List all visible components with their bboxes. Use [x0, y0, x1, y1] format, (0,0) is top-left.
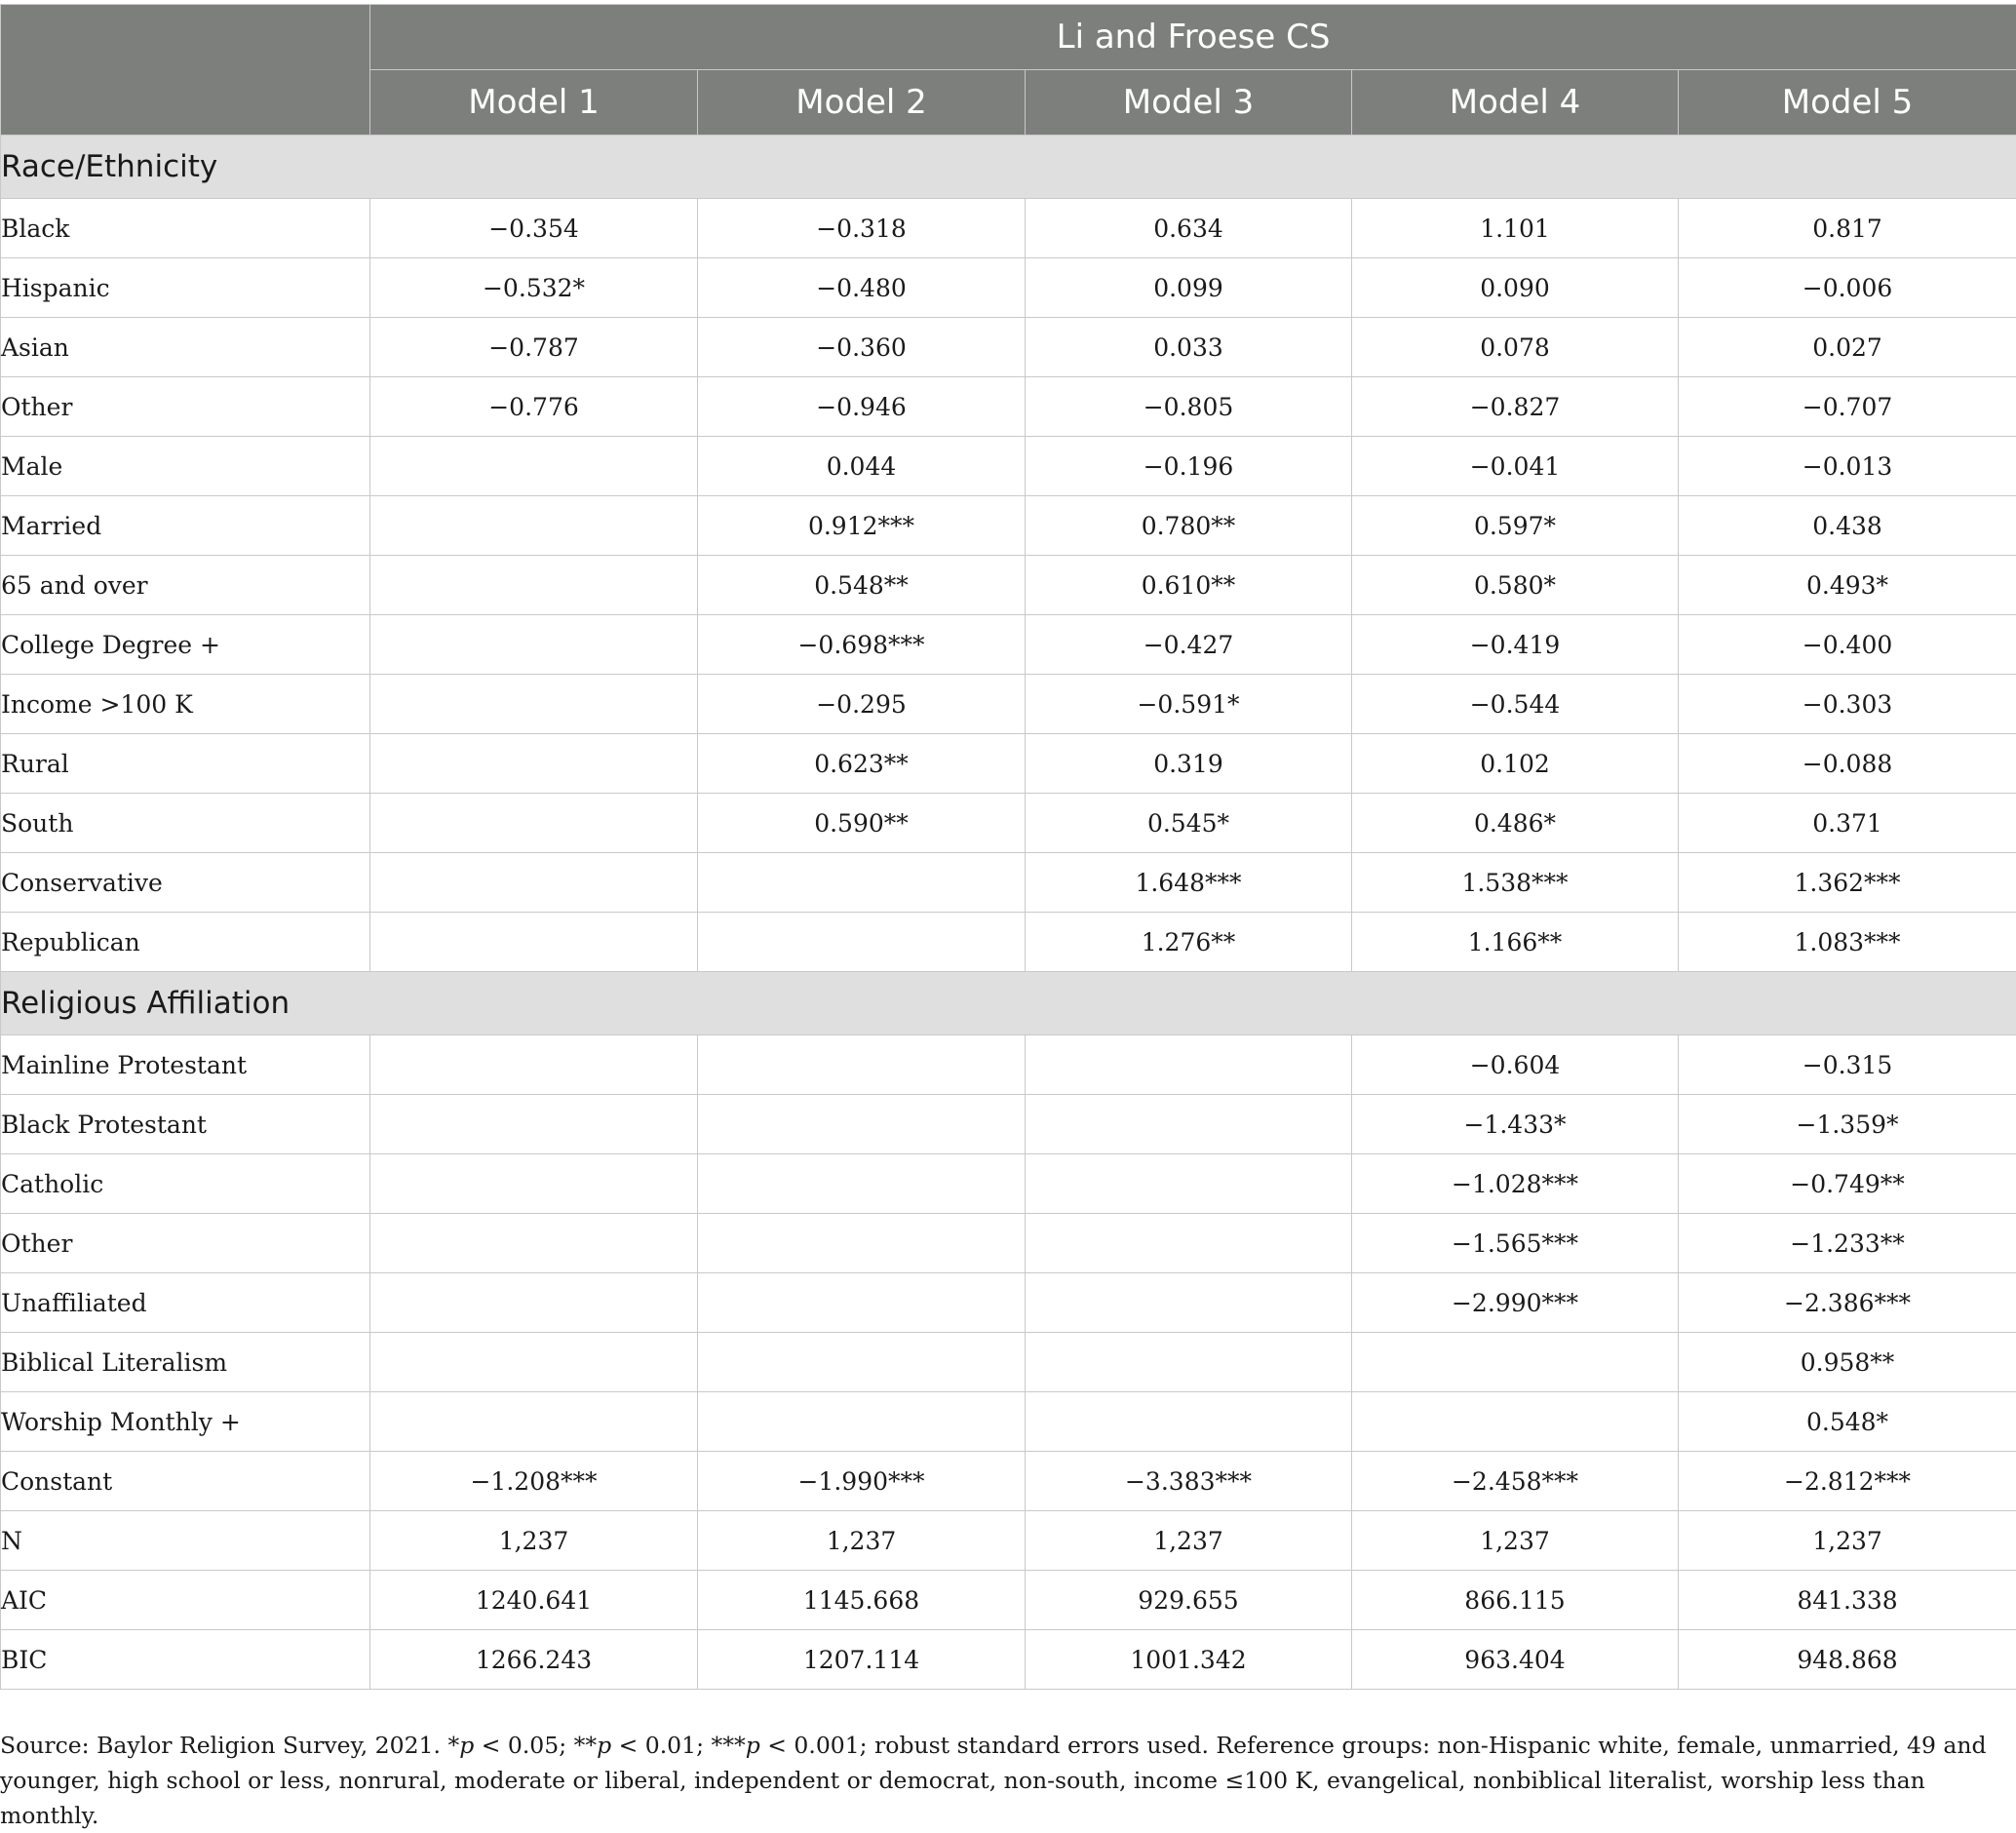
- group-title: Li and Froese CS: [370, 5, 2016, 70]
- model-4-value: −1.565***: [1352, 1214, 1679, 1273]
- model-4-value: 0.090: [1352, 258, 1679, 318]
- model-1-value: [370, 1333, 698, 1392]
- model-2-value: −0.295: [698, 675, 1026, 734]
- model-2-value: [698, 1392, 1026, 1452]
- model-4-value: −1.028***: [1352, 1154, 1679, 1214]
- model-1-value: [370, 734, 698, 794]
- model-2-value: 1145.668: [698, 1571, 1026, 1630]
- model-1-value: [370, 615, 698, 675]
- model-4-value: −2.990***: [1352, 1273, 1679, 1333]
- model-4-value: 1.538***: [1352, 853, 1679, 913]
- model-3-value: 0.780**: [1026, 496, 1352, 556]
- footnote-sym-3: ***: [711, 1732, 745, 1759]
- model-1-value: [370, 794, 698, 853]
- model-5-value: 841.338: [1679, 1571, 2016, 1630]
- row-label: 65 and over: [1, 556, 370, 615]
- model-1-value: [370, 1154, 698, 1214]
- table-footnote: [0, 1728, 2008, 1833]
- table-row: [1, 1571, 2016, 1630]
- model-4-value: −0.041: [1352, 437, 1679, 496]
- model-1-header: Model 1: [370, 70, 698, 136]
- table-row: [1, 318, 2016, 377]
- model-1-value: 1240.641: [370, 1571, 698, 1630]
- model-4-value: 1.101: [1352, 199, 1679, 258]
- regression-table: [0, 4, 2016, 1690]
- table-row: [1, 377, 2016, 437]
- table-row: [1, 1392, 2016, 1452]
- model-1-value: [370, 1273, 698, 1333]
- model-3-value: 1,237: [1026, 1511, 1352, 1571]
- model-1-value: 1266.243: [370, 1630, 698, 1690]
- model-2-value: 0.912***: [698, 496, 1026, 556]
- model-4-value: −0.827: [1352, 377, 1679, 437]
- model-3-value: −0.805: [1026, 377, 1352, 437]
- model-1-value: [370, 675, 698, 734]
- model-5-value: −2.386***: [1679, 1273, 2016, 1333]
- model-5-value: −0.315: [1679, 1035, 2016, 1095]
- model-4-value: −0.544: [1352, 675, 1679, 734]
- footnote-p-1: p: [459, 1732, 474, 1759]
- model-3-value: [1026, 1273, 1352, 1333]
- table-row: [1, 496, 2016, 556]
- model-5-value: 0.817: [1679, 199, 2016, 258]
- row-label: Hispanic: [1, 258, 370, 318]
- model-2-value: 1207.114: [698, 1630, 1026, 1690]
- model-2-value: [698, 853, 1026, 913]
- model-4-value: 0.597*: [1352, 496, 1679, 556]
- table-row: [1, 1035, 2016, 1095]
- model-5-value: 0.371: [1679, 794, 2016, 853]
- row-label: Asian: [1, 318, 370, 377]
- model-1-value: 1,237: [370, 1511, 698, 1571]
- footnote-text-2: < 0.01;: [611, 1732, 711, 1759]
- row-label: College Degree +: [1, 615, 370, 675]
- model-5-value: −0.707: [1679, 377, 2016, 437]
- model-3-value: [1026, 1035, 1352, 1095]
- row-label: Catholic: [1, 1154, 370, 1214]
- section-title: Religious Affiliation: [1, 972, 2016, 1035]
- table-body: [1, 136, 2016, 1690]
- table-row: [1, 1630, 2016, 1690]
- model-5-value: 1.083***: [1679, 913, 2016, 972]
- row-label: Rural: [1, 734, 370, 794]
- model-2-value: 0.623**: [698, 734, 1026, 794]
- row-label: AIC: [1, 1571, 370, 1630]
- model-3-value: 929.655: [1026, 1571, 1352, 1630]
- model-5-value: −2.812***: [1679, 1452, 2016, 1511]
- footnote-text-3: < 0.001; robust standard errors used. Reference groups: non-Hispanic white, female, unmarried, 49 and younger, high school or less, nonrural, moderate or liberal, independent or democrat, non-south, income ≤100 K, evangelical, nonbiblical literalist, worship less than monthly.: [0, 1732, 1987, 1829]
- row-label: Male: [1, 437, 370, 496]
- model-4-value: −1.433*: [1352, 1095, 1679, 1154]
- model-5-value: −0.400: [1679, 615, 2016, 675]
- model-1-value: −1.208***: [370, 1452, 698, 1511]
- header-group-row: [1, 5, 2016, 70]
- row-label: Republican: [1, 913, 370, 972]
- model-3-value: 0.634: [1026, 199, 1352, 258]
- model-2-value: [698, 913, 1026, 972]
- model-4-value: −0.604: [1352, 1035, 1679, 1095]
- model-4-value: 0.078: [1352, 318, 1679, 377]
- model-3-value: 0.033: [1026, 318, 1352, 377]
- table-row: [1, 615, 2016, 675]
- table-row: [1, 437, 2016, 496]
- model-5-value: −0.303: [1679, 675, 2016, 734]
- model-3-value: [1026, 1095, 1352, 1154]
- table-row: [1, 853, 2016, 913]
- table-row: [1, 556, 2016, 615]
- model-2-value: −0.360: [698, 318, 1026, 377]
- model-1-value: [370, 1035, 698, 1095]
- row-label: Married: [1, 496, 370, 556]
- table-row: [1, 1095, 2016, 1154]
- model-1-value: [370, 1095, 698, 1154]
- row-label: Mainline Protestant: [1, 1035, 370, 1095]
- section-row: [1, 972, 2016, 1035]
- table-row: [1, 258, 2016, 318]
- footnote-sym-1: *: [447, 1732, 459, 1759]
- table-row: [1, 1273, 2016, 1333]
- row-label: N: [1, 1511, 370, 1571]
- model-3-value: −3.383***: [1026, 1452, 1352, 1511]
- model-2-value: −1.990***: [698, 1452, 1026, 1511]
- model-1-value: [370, 1392, 698, 1452]
- model-4-value: 963.404: [1352, 1630, 1679, 1690]
- model-2-value: −0.318: [698, 199, 1026, 258]
- model-2-value: [698, 1214, 1026, 1273]
- model-4-value: [1352, 1392, 1679, 1452]
- table-row: [1, 1154, 2016, 1214]
- model-4-value: 1,237: [1352, 1511, 1679, 1571]
- footnote-source: Source: Baylor Religion Survey, 2021.: [0, 1732, 447, 1759]
- row-label: South: [1, 794, 370, 853]
- row-label: Income >100 K: [1, 675, 370, 734]
- row-label: Unaffiliated: [1, 1273, 370, 1333]
- model-2-header: Model 2: [698, 70, 1026, 136]
- model-4-value: 0.102: [1352, 734, 1679, 794]
- model-5-value: 948.868: [1679, 1630, 2016, 1690]
- table-row: [1, 794, 2016, 853]
- table-row: [1, 1511, 2016, 1571]
- table-row: [1, 1214, 2016, 1273]
- model-2-value: [698, 1035, 1026, 1095]
- model-3-value: −0.427: [1026, 615, 1352, 675]
- model-2-value: [698, 1154, 1026, 1214]
- row-label: Worship Monthly +: [1, 1392, 370, 1452]
- model-3-value: 1001.342: [1026, 1630, 1352, 1690]
- footnote-p-2: p: [597, 1732, 611, 1759]
- footnote-text-1: < 0.05;: [474, 1732, 573, 1759]
- model-5-value: 0.438: [1679, 496, 2016, 556]
- model-5-value: 0.548*: [1679, 1392, 2016, 1452]
- table-row: [1, 913, 2016, 972]
- model-4-value: 1.166**: [1352, 913, 1679, 972]
- model-5-value: −0.006: [1679, 258, 2016, 318]
- model-2-value: [698, 1333, 1026, 1392]
- model-3-header: Model 3: [1026, 70, 1352, 136]
- model-2-value: [698, 1273, 1026, 1333]
- model-3-value: [1026, 1154, 1352, 1214]
- model-5-value: −1.359*: [1679, 1095, 2016, 1154]
- table-row: [1, 734, 2016, 794]
- model-1-value: [370, 496, 698, 556]
- footnote-sym-2: **: [574, 1732, 598, 1759]
- table-row: [1, 1333, 2016, 1392]
- row-label: Other: [1, 1214, 370, 1273]
- model-5-value: −0.749**: [1679, 1154, 2016, 1214]
- model-4-value: [1352, 1333, 1679, 1392]
- model-3-value: 1.648***: [1026, 853, 1352, 913]
- model-3-value: 0.099: [1026, 258, 1352, 318]
- model-3-value: 1.276**: [1026, 913, 1352, 972]
- model-4-value: −0.419: [1352, 615, 1679, 675]
- table-row: [1, 199, 2016, 258]
- model-3-value: [1026, 1214, 1352, 1273]
- table-row: [1, 1452, 2016, 1511]
- model-3-value: −0.591*: [1026, 675, 1352, 734]
- model-2-value: −0.698***: [698, 615, 1026, 675]
- row-label: Other: [1, 377, 370, 437]
- model-3-value: [1026, 1392, 1352, 1452]
- model-1-value: [370, 1214, 698, 1273]
- model-1-value: −0.354: [370, 199, 698, 258]
- model-2-value: −0.480: [698, 258, 1026, 318]
- model-4-value: 0.486*: [1352, 794, 1679, 853]
- row-label: Black Protestant: [1, 1095, 370, 1154]
- table-row: [1, 675, 2016, 734]
- model-5-header: Model 5: [1679, 70, 2016, 136]
- row-label: Biblical Literalism: [1, 1333, 370, 1392]
- model-1-value: [370, 853, 698, 913]
- row-label: Black: [1, 199, 370, 258]
- model-1-value: −0.532*: [370, 258, 698, 318]
- model-5-value: −1.233**: [1679, 1214, 2016, 1273]
- model-4-value: −2.458***: [1352, 1452, 1679, 1511]
- model-3-value: 0.610**: [1026, 556, 1352, 615]
- model-5-value: 0.958**: [1679, 1333, 2016, 1392]
- model-2-value: −0.946: [698, 377, 1026, 437]
- model-1-value: [370, 437, 698, 496]
- row-label: BIC: [1, 1630, 370, 1690]
- model-4-header: Model 4: [1352, 70, 1679, 136]
- model-3-value: 0.319: [1026, 734, 1352, 794]
- footnote-p-3: p: [746, 1732, 760, 1759]
- model-1-value: [370, 556, 698, 615]
- model-5-value: 0.027: [1679, 318, 2016, 377]
- row-label: Constant: [1, 1452, 370, 1511]
- model-5-value: 1.362***: [1679, 853, 2016, 913]
- model-2-value: 1,237: [698, 1511, 1026, 1571]
- model-2-value: 0.044: [698, 437, 1026, 496]
- model-2-value: 0.548**: [698, 556, 1026, 615]
- model-4-value: 0.580*: [1352, 556, 1679, 615]
- section-row: [1, 136, 2016, 199]
- model-3-value: 0.545*: [1026, 794, 1352, 853]
- model-2-value: 0.590**: [698, 794, 1026, 853]
- row-label: Conservative: [1, 853, 370, 913]
- header-corner-cell: [1, 5, 370, 136]
- model-3-value: −0.196: [1026, 437, 1352, 496]
- model-1-value: −0.776: [370, 377, 698, 437]
- model-5-value: 1,237: [1679, 1511, 2016, 1571]
- model-4-value: 866.115: [1352, 1571, 1679, 1630]
- model-5-value: −0.013: [1679, 437, 2016, 496]
- model-1-value: [370, 913, 698, 972]
- model-2-value: [698, 1095, 1026, 1154]
- model-3-value: [1026, 1333, 1352, 1392]
- model-5-value: −0.088: [1679, 734, 2016, 794]
- model-5-value: 0.493*: [1679, 556, 2016, 615]
- section-title: Race/Ethnicity: [1, 136, 2016, 199]
- model-1-value: −0.787: [370, 318, 698, 377]
